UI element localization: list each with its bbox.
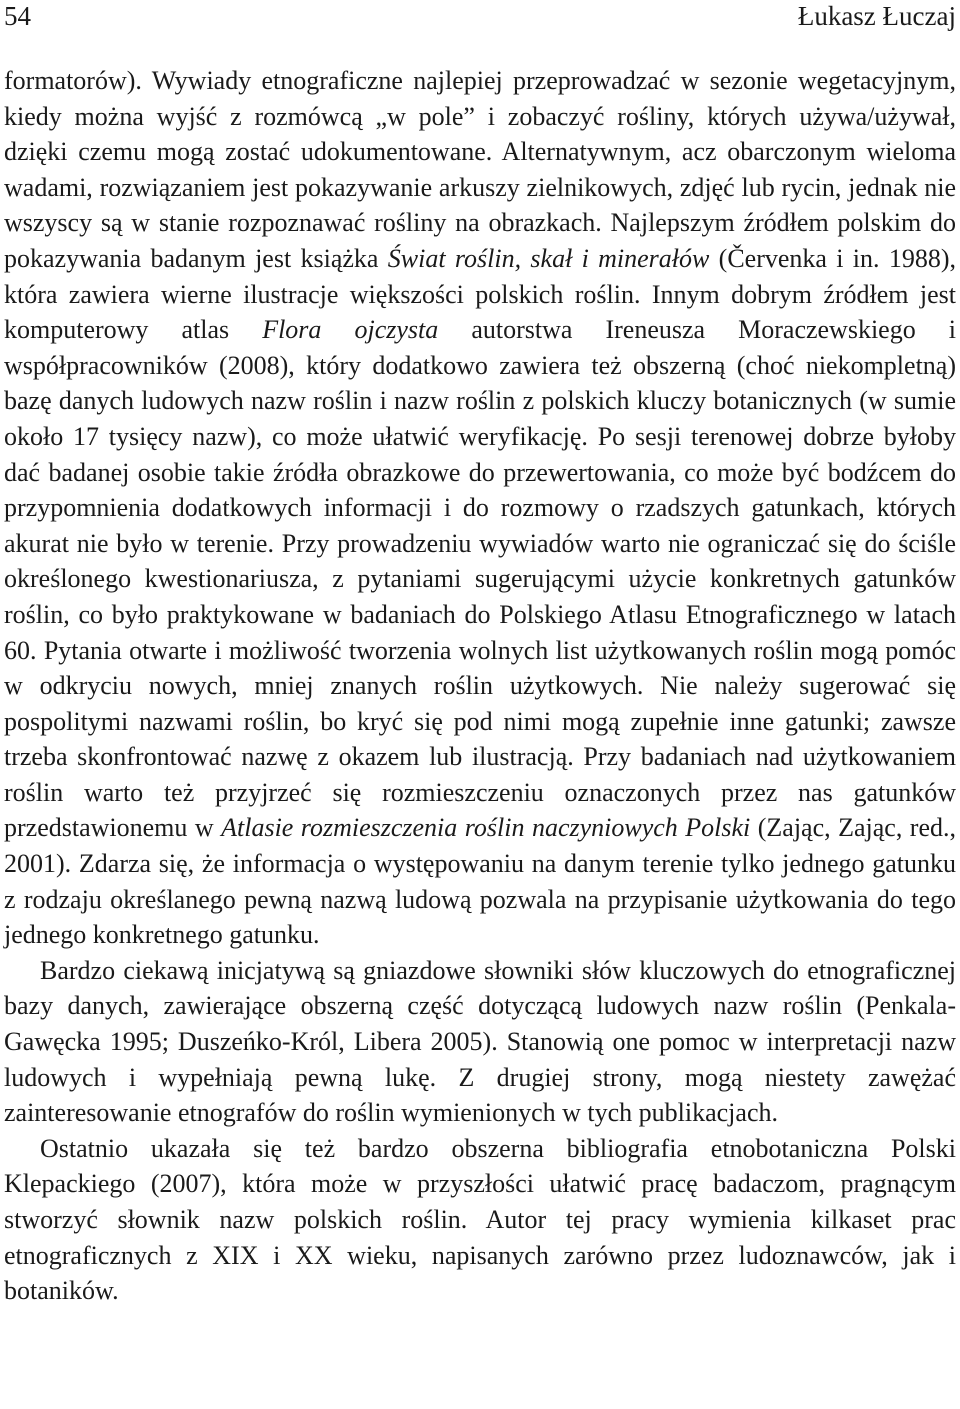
text-run: autorstwa Ireneusza Moraczewskiego i współpracowników (2008), który dodatkowo zawiera też obszerną (choć niekompletną) bazę danych ludowych nazw roślin i nazw roślin z polskich kluczy botanicznych (w sumie około 17 tysięcy nazw), co może ułatwić weryfikację. Po sesji terenowej dobrze byłoby dać badanej osobie takie źródła obrazkowe do przewertowania, co może być bodźcem do przypomnienia dodatkowych informacji i do rozmowy o rzadszych gatunkach, których akurat nie było w terenie. Przy prowadzeniu wywiadów warto nie ograniczać się do ściśle określonego kwestionariusza, z pytaniami sugerującymi użycie konkretnych gatunków roślin, co było praktykowane w badaniach do Polskiego Atlasu Etnograficznego w latach 60. Pytania otwarte i możliwość tworzenia wolnych list użytkowanych roślin mogą pomóc w odkryciu nowych, mniej znanych roślin użytkowych. Nie należy sugerować się pospolitymi nazwami roślin, bo kryć się pod nimi mogą zupełnie inne gatunki; zawsze trzeba skonfrontować nazwę z okazem lub ilustracją. Przy badaniach nad użytkowaniem roślin warto też przyjrzeć się rozmieszczeniu oznaczonych przez nas gatunków przedstawionemu w — [4, 315, 956, 843]
page-number: 54 — [4, 1, 31, 31]
paragraph-3 — [4, 1131, 956, 1309]
paragraph-2 — [4, 953, 956, 1131]
text-run: (Zając, Zając, red., 2001). Zdarza się, że informacja o występowaniu na danym terenie tylko jednego gatunku z rodzaju określanego pewną nazwą ludową pozwala na przypisanie użytkowania do tego jednego konkretnego gatunku. — [4, 813, 957, 950]
book-title-italic: Świat roślin, skał i minerałów — [387, 243, 710, 273]
atlas-title-italic: Atlasie rozmieszczenia roślin naczyniowych Polski — [221, 813, 751, 843]
running-header — [4, 0, 956, 40]
text-run: formatorów). Wywiady etnograficzne najlepiej przeprowadzać w sezonie wegetacyjnym, kiedy można wyjść z rozmówcą „w pole” i zobaczyć rośliny, których używa/używał, dzięki czemu mogą zostać udokumentowane. Alternatywnym, acz obarczonym wieloma wadami, rozwiązaniem jest pokazywanie arkuszy zielnikowych, zdjęć lub rycin, jednak nie wszyscy są w stanie rozpoznawać rośliny na obrazkach. Najlepszym źródłem polskim do pokazywania badanym jest książka — [4, 66, 956, 273]
running-head-author: Łukasz Łuczaj — [797, 1, 956, 31]
body-text — [4, 63, 956, 1309]
book-page — [4, 0, 956, 1309]
atlas-title-italic: Flora ojczysta — [262, 315, 439, 345]
text-run: Ostatnio ukazała się też bardzo obszerna bibliografia etnobotaniczna Polski Klepackiego (2007), która może w przyszłości ułatwić pracę badaczom, pragnącym stworzyć słownik nazw polskich roślin. Autor tej pracy wymienia kilkaset prac etnograficznych z XIX i XX wieku, napisanych zarówno przez ludoznawców, jak i botaników. — [4, 1133, 956, 1306]
text-run: (Červenka i in. 1988), która zawiera wierne ilustracje większości polskich roślin. Innym dobrym źródłem jest komputerowy atlas — [4, 243, 957, 345]
text-run: Bardzo ciekawą inicjatywą są gniazdowe słowniki słów kluczowych do etnograficznej bazy danych, zawierające obszerną część dotyczącą ludowych nazw roślin (Penkala-Gawęcka 1995; Duszeńko-Król, Libera 2005). Stanowią one pomoc w interpretacji nazw ludowych i wypełniają pewną lukę. Z drugiej strony, mogą niestety zawężać zainteresowanie etnografów do roślin wymienionych w tych publikacjach. — [4, 955, 956, 1128]
paragraph-1 — [4, 63, 956, 953]
